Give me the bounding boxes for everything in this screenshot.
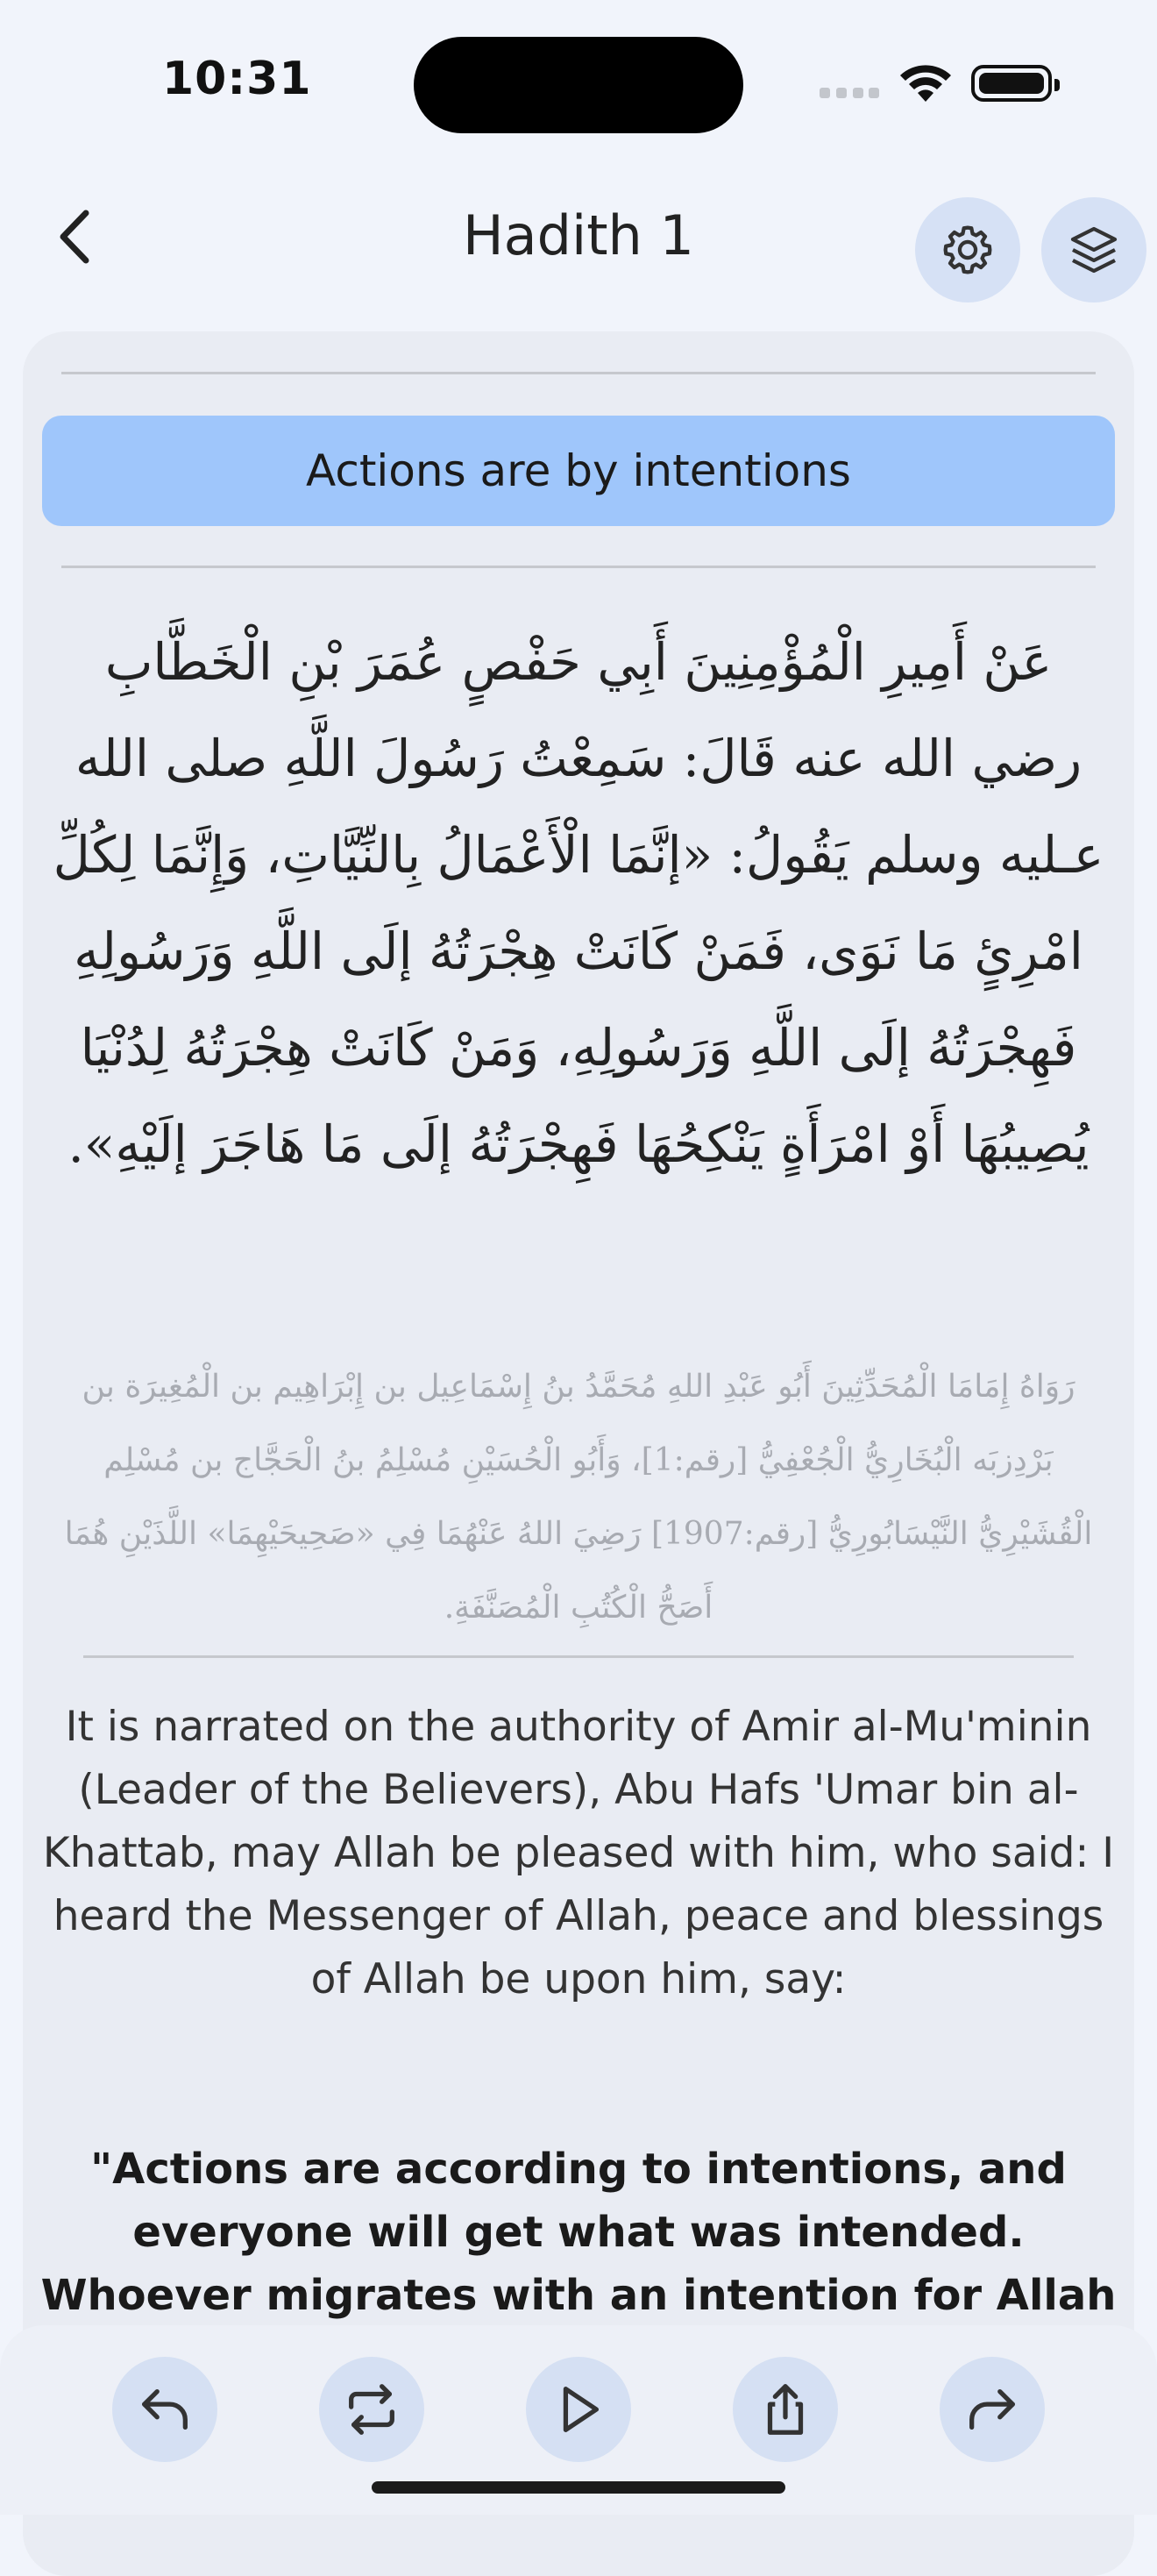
wifi-icon <box>898 61 953 103</box>
share-icon <box>755 2379 816 2440</box>
hadith-title-banner: Actions are by intentions <box>42 416 1115 526</box>
page-title: Hadith 1 <box>463 203 694 267</box>
back-button[interactable] <box>44 202 105 272</box>
layers-button[interactable] <box>1041 197 1146 302</box>
chevron-left-icon <box>53 206 96 267</box>
header <box>0 175 1157 298</box>
next-hadith-button[interactable] <box>940 2357 1045 2462</box>
dynamic-island <box>414 37 743 133</box>
battery-icon <box>971 65 1052 102</box>
repeat-icon <box>341 2379 402 2440</box>
play-icon <box>548 2379 609 2440</box>
play-button[interactable] <box>526 2357 631 2462</box>
top-divider <box>61 372 1096 374</box>
arrow-forward-icon <box>962 2379 1023 2440</box>
arrow-back-icon <box>134 2379 195 2440</box>
translation-divider <box>83 1655 1074 1658</box>
arabic-hadith-text: عَنْ أَمِيرِ الْمُؤْمِنِينَ أَبِي حَفْصٍ عُمَرَ بْنِ الْخَطَّابِ رضي الله عنه قَالَ: سَمِعْتُ رَسُولَ اللَّهِ صلى الله عـليه وسلم يَقُولُ: «إنَّمَا الْأَعْمَالُ بِالنِّيَّاتِ، وَإِنَّمَا لِكُلِّ امْرِئٍ مَا نَوَى، فَمَنْ كَانَتْ هِجْرَتُهُ إلَى اللَّهِ وَرَسُولِهِ فَهِجْرَتُهُ إلَى اللَّهِ وَرَسُولِهِ، وَمَنْ كَانَتْ هِجْرَتُهُ لِدُنْيَا يُصِيبُهَا أَوْ امْرَأَةٍ يَنْكِحُهَا فَهِجْرَتُهُ إلَى مَا هَاجَرَ إلَيْهِ». <box>53 632 1104 1174</box>
share-button[interactable] <box>733 2357 838 2462</box>
status-time: 10:31 <box>162 53 312 105</box>
previous-hadith-button[interactable] <box>112 2357 217 2462</box>
layers-icon <box>1066 222 1122 278</box>
home-indicator <box>372 2481 785 2494</box>
banner-divider <box>61 566 1096 568</box>
repeat-button[interactable] <box>319 2357 424 2462</box>
settings-button[interactable] <box>915 197 1020 302</box>
gear-icon <box>940 222 996 278</box>
arabic-source-text: رَوَاهُ إِمَامَا الْمُحَدِّثِينَ أَبُو عَبْدِ اللهِ مُحَمَّدُ بنُ إِسْمَاعِيل بن إِبْرَاهِيم بن الْمُغِيرَة بن بَرْدِزبَه الْبُخَارِيُّ الْجُعْفِيُّ [رقم:1]، وَأَبُو الْحُسَيْنِ مُسْلِمُ بنُ الْحَجَّاج بن مُسْلِم الْقُشَيْرِيُّ النَّيْسَابُورِيُّ [رقم:1907] رَضِيَ اللهُ عَنْهُمَا فِي «صَحِيحَيْهِمَا» اللَّذَيْنِ هُمَا أَصَحُّ الْكُتُبِ الْمُصَنَّفَةِ. <box>64 1369 1093 1626</box>
status-bar <box>0 0 1157 167</box>
english-translation-intro: It is narrated on the authority of Amir al-Mu'minin (Leader of the Believers), Abu Hafs 'Umar bin al-Khattab, may Allah be pleased with him, who said: I heard the Messenger of Allah, peace and blessings of Allah be upon him, say: <box>42 1703 1115 2003</box>
english-translation-quote: "Actions are according to intentions, and everyone will get what was intended. Whoever migrates with an intention for Allah <box>40 2145 1117 2320</box>
cellular-signal-icon <box>820 88 879 100</box>
